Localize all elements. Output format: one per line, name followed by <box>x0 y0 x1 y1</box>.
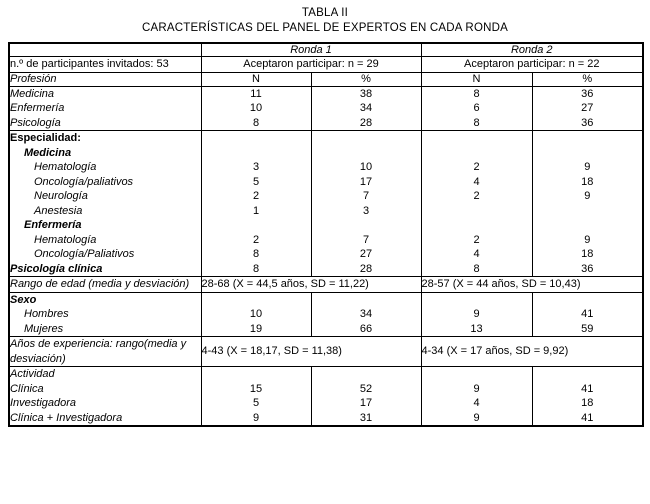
v-med-hem-r1-n: 3 <box>252 161 260 173</box>
v-clinica-r2-pct: 41 <box>581 382 594 395</box>
v-psi-r2-n: 8 <box>473 262 480 275</box>
v-mujeres-r2-pct: 59 <box>581 322 594 335</box>
value-enfermeria-r2-pct: 27 <box>581 102 594 114</box>
value-psicologia-r1-pct: 28 <box>359 116 373 129</box>
sex-r2-n-cell <box>421 292 532 337</box>
v-enf-hem-r1-pct: 7 <box>362 233 370 246</box>
specialty-enf-hematologia: Hematología <box>34 233 97 246</box>
v-med-neu-r1-pct: 7 <box>362 190 370 202</box>
v-mujeres-r1-n: 19 <box>249 322 263 335</box>
header-ronda-2: Ronda 2 <box>421 43 643 57</box>
profession-subheader-row <box>9 72 643 86</box>
value-enfermeria-r1-pct: 34 <box>359 102 373 114</box>
subheader-r2-n: N <box>421 72 532 86</box>
v-clinica-r1-pct: 52 <box>359 382 373 395</box>
v-med-hem-r2-n: 2 <box>473 161 480 173</box>
v-med-onc-r2-n: 4 <box>473 175 480 188</box>
activity-label-clinica-investigadora: Clínica + Investigadora <box>10 411 123 424</box>
v-investigadora-r1-n: 5 <box>252 397 260 409</box>
v-investigadora-r2-pct: 18 <box>581 397 594 409</box>
v-enf-onc-r2-pct: 18 <box>581 248 594 260</box>
v-med-hem-r1-pct: 10 <box>359 161 373 173</box>
value-medicina-r1-n: 11 <box>250 87 262 100</box>
v-psi-r1-pct: 28 <box>359 262 373 275</box>
v-clinica-r2-n: 9 <box>473 382 480 395</box>
v-psi-r2-pct: 36 <box>581 262 594 275</box>
v-enf-onc-r1-pct: 27 <box>359 248 373 260</box>
v-med-neu-r1-n: 2 <box>252 190 260 202</box>
experience-label: Años de experiencia: rango(media y desviación) <box>9 337 201 367</box>
sex-label-hombres: Hombres <box>24 308 69 320</box>
activity-block-row <box>9 367 643 427</box>
activity-r2-n-cell <box>421 367 532 427</box>
activity-label-investigadora: Investigadora <box>10 397 77 409</box>
invited-ronda-2: Aceptaron participar: n = 22 <box>421 57 643 73</box>
v-clinv-r2-n: 9 <box>473 411 480 424</box>
v-med-onc-r2-pct: 18 <box>581 175 594 188</box>
v-med-neu-r2-n: 2 <box>473 190 480 202</box>
sex-r1-pct-cell <box>311 292 421 337</box>
activity-r1-n-cell <box>201 367 311 427</box>
value-psicologia-r2-n: 8 <box>473 116 480 129</box>
caption-line-1: TABLA II <box>301 7 349 19</box>
v-investigadora-r1-pct: 17 <box>359 397 373 409</box>
v-investigadora-r2-n: 4 <box>473 397 480 409</box>
age-range-row <box>9 277 643 293</box>
profession-label: Profesión <box>9 72 201 86</box>
v-med-hem-r2-pct: 9 <box>584 161 591 173</box>
header-corner-cell <box>9 43 201 57</box>
row-label-psicologia: Psicología <box>10 116 61 129</box>
table-header-row <box>9 43 643 57</box>
specialty-title: Especialidad: <box>10 132 81 144</box>
specialty-r1-n-cell <box>201 131 311 277</box>
specialty-med-anestesia: Anestesia <box>34 204 83 217</box>
v-enf-onc-r2-n: 4 <box>473 248 480 260</box>
v-clinv-r1-pct: 31 <box>359 411 373 424</box>
table-caption <box>8 6 642 36</box>
specialty-r2-n-cell <box>421 131 532 277</box>
sex-r1-n-cell <box>201 292 311 337</box>
value-medicina-r2-n: 8 <box>473 87 480 100</box>
subheader-r2-pct: % <box>532 72 643 86</box>
specialty-med-neurologia: Neurología <box>34 190 88 202</box>
specialty-med-hematologia: Hematología <box>34 161 97 173</box>
row-label-medicina: Medicina <box>10 87 55 100</box>
age-range-ronda-2: 28-57 (X = 44 años, SD = 10,43) <box>421 277 643 293</box>
row-label-enfermeria: Enfermería <box>10 102 65 114</box>
activity-label-clinica: Clínica <box>10 382 44 395</box>
v-hombres-r2-n: 9 <box>473 308 480 320</box>
value-enfermeria-r1-n: 10 <box>249 102 263 114</box>
experience-ronda-2: 4-34 (X = 17 años, SD = 9,92) <box>421 337 643 367</box>
v-med-ane-r1-pct: 3 <box>362 204 370 217</box>
experience-ronda-1: 4-43 (X = 18,17, SD = 11,38) <box>201 337 421 367</box>
v-psi-r1-n: 8 <box>252 262 260 275</box>
experience-row <box>9 337 643 367</box>
activity-names-cell <box>9 367 201 427</box>
specialty-med-oncologia: Oncología/paliativos <box>34 175 134 188</box>
v-enf-hem-r2-pct: 9 <box>584 233 591 246</box>
v-med-onc-r1-pct: 17 <box>359 175 373 188</box>
v-hombres-r1-n: 10 <box>249 308 263 320</box>
v-enf-onc-r1-n: 8 <box>252 248 260 260</box>
v-clinica-r1-n: 15 <box>249 382 263 395</box>
specialty-enf-oncologia: Oncología/Paliativos <box>34 248 135 260</box>
sex-label-mujeres: Mujeres <box>24 322 64 335</box>
value-medicina-r2-pct: 36 <box>581 87 594 100</box>
v-clinv-r1-n: 9 <box>252 411 260 424</box>
v-med-neu-r2-pct: 9 <box>584 190 591 202</box>
v-med-ane-r1-n: 1 <box>252 204 260 217</box>
specialty-r1-pct-cell <box>311 131 421 277</box>
value-enfermeria-r2-n: 6 <box>473 102 480 114</box>
invited-row <box>9 57 643 73</box>
activity-r1-pct-cell <box>311 367 421 427</box>
specialty-block-row <box>9 131 643 277</box>
v-hombres-r1-pct: 34 <box>359 308 373 320</box>
age-range-label: Rango de edad (media y desviación) <box>9 277 201 293</box>
header-ronda-1: Ronda 1 <box>201 43 421 57</box>
value-psicologia-r1-n: 8 <box>252 116 260 129</box>
sex-title: Sexo <box>10 293 37 306</box>
subheader-r1-n: N <box>201 72 311 86</box>
profession-r2-n-cell <box>421 86 532 131</box>
sex-r2-pct-cell <box>532 292 643 337</box>
activity-r2-pct-cell <box>532 367 643 427</box>
v-enf-hem-r2-n: 2 <box>473 233 480 246</box>
profession-r2-pct-cell <box>532 86 643 131</box>
v-mujeres-r2-n: 13 <box>470 322 483 335</box>
v-hombres-r2-pct: 41 <box>581 308 594 320</box>
expert-panel-table <box>8 42 644 427</box>
invited-ronda-1: Aceptaron participar: n = 29 <box>201 57 421 73</box>
profession-names-cell <box>9 86 201 131</box>
specialty-group-medicina: Medicina <box>24 146 72 159</box>
value-psicologia-r2-pct: 36 <box>581 116 594 129</box>
v-enf-hem-r1-n: 2 <box>252 233 260 246</box>
specialty-group-enfermeria: Enfermería <box>24 219 82 231</box>
sex-names-cell <box>9 292 201 337</box>
profession-r1-pct-cell <box>311 86 421 131</box>
sex-block-row <box>9 292 643 337</box>
v-mujeres-r1-pct: 66 <box>359 322 373 335</box>
age-range-ronda-1: 28-68 (X = 44,5 años, SD = 11,22) <box>201 277 421 293</box>
v-med-onc-r1-n: 5 <box>252 175 260 188</box>
profession-r1-n-cell <box>201 86 311 131</box>
specialty-r2-pct-cell <box>532 131 643 277</box>
invited-label: n.º de participantes invitados: 53 <box>9 57 201 73</box>
v-clinv-r2-pct: 41 <box>581 411 594 424</box>
activity-title: Actividad <box>10 368 55 380</box>
subheader-r1-pct: % <box>311 72 421 86</box>
value-medicina-r1-pct: 38 <box>359 87 373 100</box>
specialty-names-cell <box>9 131 201 277</box>
caption-line-2: CARACTERÍSTICAS DEL PANEL DE EXPERTOS EN CADA RONDA <box>142 22 508 34</box>
profession-block-row <box>9 86 643 131</box>
specialty-psicologia-clinica: Psicología clínica <box>10 262 103 275</box>
